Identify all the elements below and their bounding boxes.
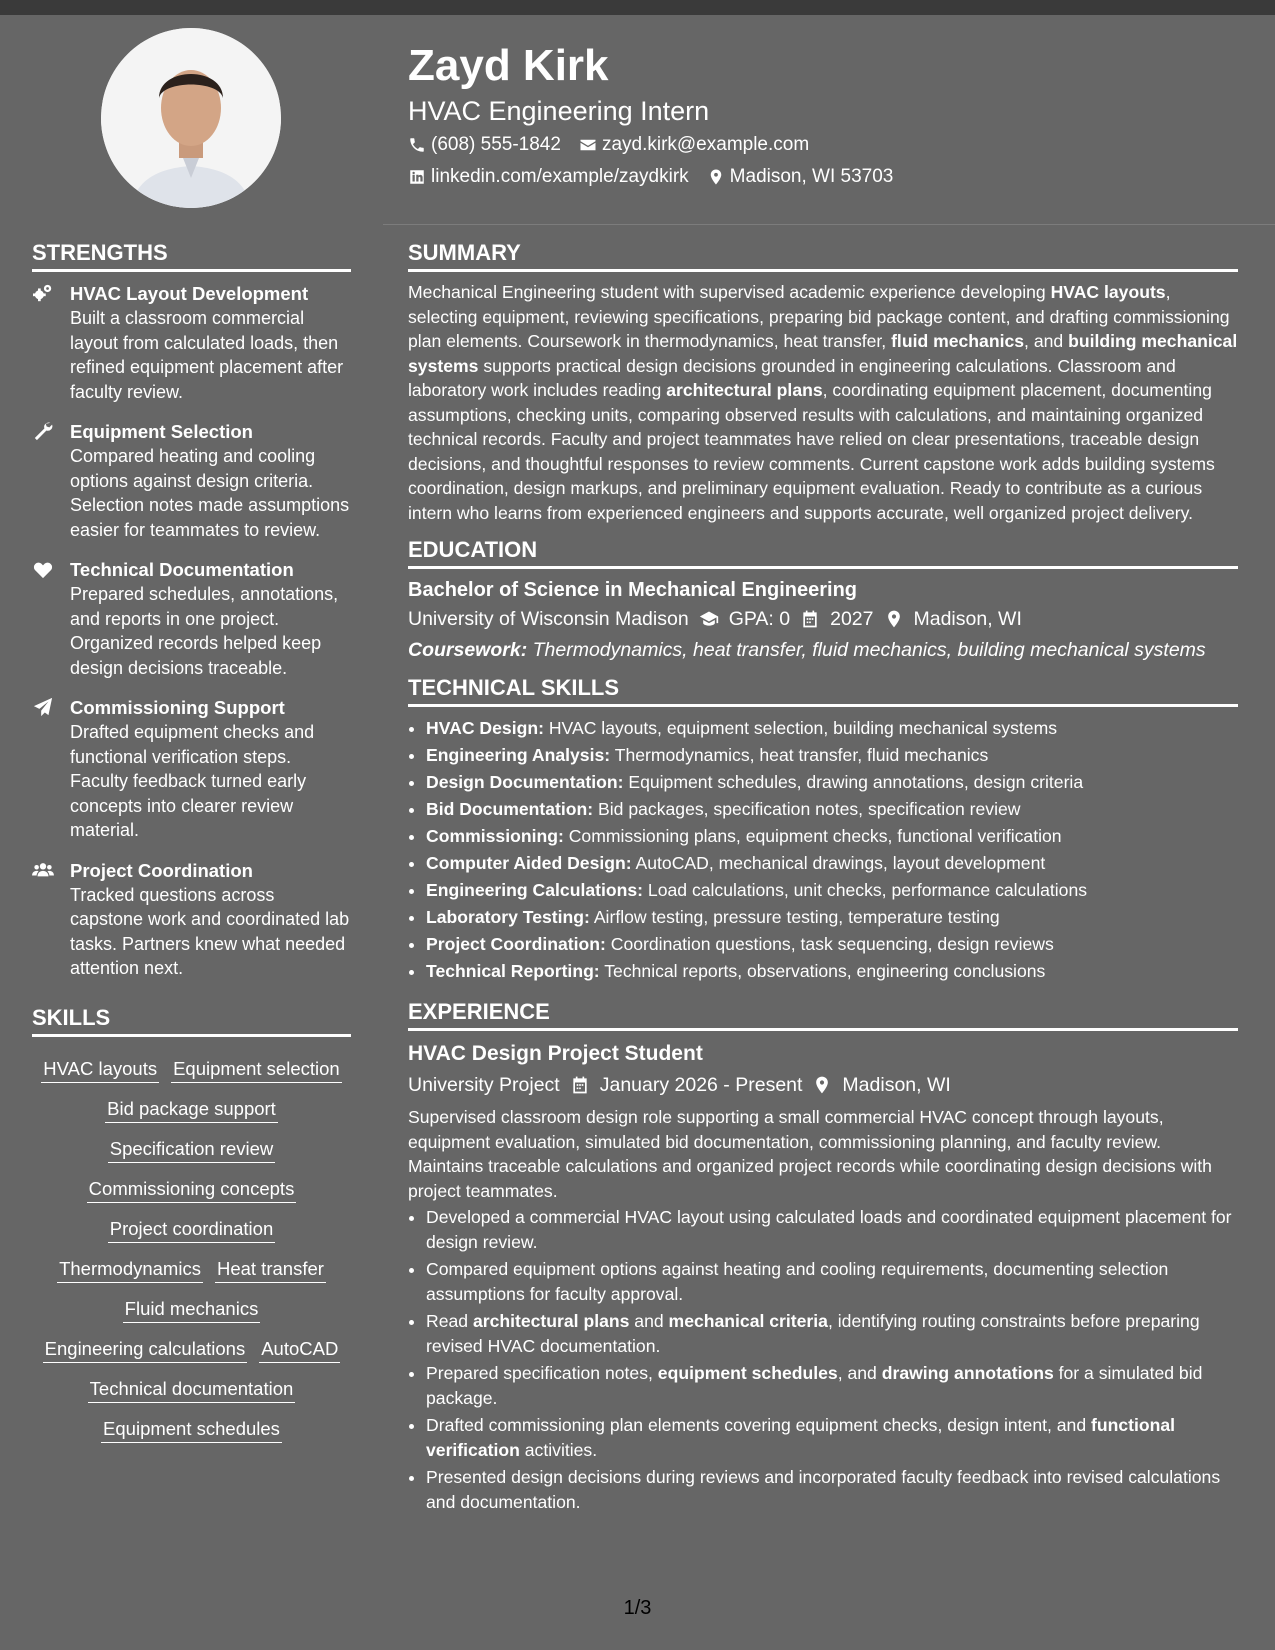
header-divider <box>383 224 1275 225</box>
skill-tag: Commissioning concepts <box>87 1178 297 1203</box>
tech-skill-item: • HVAC Design: HVAC layouts, equipment selection, building mechanical systems <box>426 715 1238 742</box>
strength-title: Technical Documentation <box>70 559 294 580</box>
cogs-icon <box>32 283 56 404</box>
strength-title: Equipment Selection <box>70 421 253 442</box>
skill-tag: Bid package support <box>105 1098 278 1123</box>
job-org: University Project <box>408 1074 560 1096</box>
left-column <box>32 240 351 1451</box>
job-dates: January 2026 - Present <box>599 1074 803 1096</box>
tech-skill-item: • Bid Documentation: Bid packages, specification notes, specification review <box>426 796 1238 823</box>
summary-heading: SUMMARY <box>408 240 1238 272</box>
strength-desc: Compared heating and cooling options against design criteria. Selection notes made assumptions easier for teammates to review. <box>70 446 350 540</box>
tech-skill-item: • Technical Reporting: Technical reports, observations, engineering conclusions <box>426 958 1238 985</box>
calendar-icon <box>570 1075 590 1095</box>
heart-icon <box>32 559 56 680</box>
strength-desc: Tracked questions across capstone work and coordinated lab tasks. Partners knew what needed attention next. <box>70 884 350 978</box>
skill-tag: Technical documentation <box>88 1378 296 1403</box>
candidate-name: Zayd Kirk <box>408 41 609 90</box>
location-contact <box>707 166 894 188</box>
tech-skill-item: • Engineering Calculations: Load calculations, unit checks, performance calculations <box>426 877 1238 904</box>
map-marker-icon <box>812 1075 832 1095</box>
profile-photo <box>101 28 281 208</box>
skill-tag: Project coordination <box>108 1218 276 1243</box>
skill-tag: Equipment schedules <box>101 1418 282 1443</box>
envelope-icon <box>579 136 597 154</box>
linkedin-icon <box>408 168 426 186</box>
job-bullet: • Compared equipment options against heating and cooling requirements, documenting selection assumptions for faculty approval. <box>426 1257 1238 1306</box>
linkedin-contact[interactable] <box>408 166 689 188</box>
email-contact[interactable] <box>579 134 809 156</box>
school-name: University of Wisconsin Madison <box>408 608 689 630</box>
experience-heading: EXPERIENCE <box>408 999 1238 1031</box>
users-icon <box>32 860 56 981</box>
education-meta <box>408 603 1238 635</box>
phone-contact <box>408 134 561 156</box>
phone-text: (608) 555-1842 <box>431 134 561 155</box>
contact-row <box>408 166 893 188</box>
top-bar <box>0 0 1275 15</box>
job-location: Madison, WI <box>842 1074 951 1096</box>
technical-skills-list <box>408 715 1238 985</box>
job-description: Supervised classroom design role supporting a small commercial HVAC concept through layouts, equipment evaluation, simulated bid documentation, commissioning planning, and faculty review. Maintains traceable calculations and organized project records while coordinating design decisions with project teammates. <box>408 1107 1212 1201</box>
strength-desc: Prepared schedules, annotations, and reports in one project. Organized records helped keep design decisions traceable. <box>70 584 339 678</box>
strength-desc: Built a classroom commercial layout from calculated loads, then refined equipment placement after faculty review. <box>70 308 344 402</box>
job-bullet: • Prepared specification notes, equipment schedules, and drawing annotations for a simulated bid package. <box>426 1361 1238 1410</box>
wrench-icon <box>32 421 56 542</box>
skill-tag: Specification review <box>108 1138 276 1163</box>
graduation-year: 2027 <box>830 608 874 630</box>
job-bullet: • Presented design decisions during reviews and incorporated faculty feedback into revised calculations and documentation. <box>426 1465 1238 1514</box>
skills-heading: SKILLS <box>32 1005 351 1037</box>
gpa: GPA: 0 <box>728 608 791 630</box>
strength-title: HVAC Layout Development <box>70 283 309 304</box>
skill-tag: Heat transfer <box>215 1258 326 1283</box>
contact-row <box>408 134 809 156</box>
tech-skill-item: • Project Coordination: Coordination questions, task sequencing, design reviews <box>426 931 1238 958</box>
job-title: HVAC Design Project Student <box>408 1042 703 1065</box>
tech-skill-item: • Engineering Analysis: Thermodynamics, heat transfer, fluid mechanics <box>426 742 1238 769</box>
candidate-title: HVAC Engineering Intern <box>408 96 710 126</box>
page-number: 1/3 <box>623 1597 652 1619</box>
technical-skills-heading: TECHNICAL SKILLS <box>408 675 1238 707</box>
tech-skill-item: • Laboratory Testing: Airflow testing, pressure testing, temperature testing <box>426 904 1238 931</box>
linkedin-text[interactable]: linkedin.com/example/zaydkirk <box>431 166 689 187</box>
skill-tag: AutoCAD <box>259 1338 340 1363</box>
tech-skill-item: • Computer Aided Design: AutoCAD, mechanical drawings, layout development <box>426 850 1238 877</box>
job-bullets <box>408 1205 1238 1514</box>
skill-tag: Engineering calculations <box>43 1338 248 1363</box>
degree-title: Bachelor of Science in Mechanical Engineering <box>408 579 858 601</box>
right-column <box>408 240 1238 1517</box>
education-heading: EDUCATION <box>408 537 1238 569</box>
job-meta <box>408 1069 1238 1101</box>
skill-tag: Thermodynamics <box>57 1258 203 1283</box>
summary-text: Mechanical Engineering student with supervised academic experience developing HVAC layouts, selecting equipment, reviewing specifications, preparing bid package content, and drafting commissioning plan elements. Coursework in thermodynamics, heat transfer, fluid mechanics, and building mechanical systems supports practical design decisions grounded in engineering calculations. Classroom and laboratory work includes reading architectural plans, coordinating equipment placement, documenting assumptions, checking units, comparing observed results with calculations, and maintaining organized technical records. Faculty and project teammates have relied on clear presentations, traceable design decisions, and thoughtful responses to review comments. Current capstone work adds building systems coordination, design markups, and preliminary equipment evaluation. Ready to contribute as a curious intern who learns from experienced engineers and supports accurate, well organized project delivery. <box>408 282 1238 523</box>
coursework: Coursework: Thermodynamics, heat transfer, fluid mechanics, building mechanical systems <box>408 639 1206 661</box>
strength-title: Project Coordination <box>70 859 253 881</box>
tech-skill-item: • Commissioning: Commissioning plans, equipment checks, functional verification <box>426 823 1238 850</box>
school-location: Madison, WI <box>913 608 1022 630</box>
skill-tag: Equipment selection <box>171 1058 342 1083</box>
skill-tag: Fluid mechanics <box>123 1298 261 1323</box>
strengths-heading: STRENGTHS <box>32 240 351 272</box>
tech-skill-item: • Design Documentation: Equipment schedules, drawing annotations, design criteria <box>426 769 1238 796</box>
map-marker-icon <box>884 609 904 629</box>
skill-tag: HVAC layouts <box>41 1058 159 1083</box>
graduation-cap-icon <box>699 609 719 629</box>
strength-title: Commissioning Support <box>70 697 285 718</box>
strength-item <box>32 696 351 843</box>
job-bullet: • Read architectural plans and mechanical criteria, identifying routing constraints before preparing revised HVAC documentation. <box>426 1309 1238 1358</box>
strength-item <box>32 558 351 680</box>
strength-desc: Drafted equipment checks and functional verification steps. Faculty feedback turned early concepts into clearer review material. <box>70 722 315 840</box>
email-text[interactable]: zayd.kirk@example.com <box>601 134 810 155</box>
strength-item <box>32 282 351 404</box>
strength-item <box>32 859 351 981</box>
job-bullet: • Developed a commercial HVAC layout using calculated loads and coordinated equipment placement for design review. <box>426 1205 1238 1254</box>
job-bullet: • Drafted commissioning plan elements covering equipment checks, design intent, and functional verification activities. <box>426 1413 1238 1462</box>
calendar-icon <box>800 609 820 629</box>
map-marker-icon <box>707 168 725 186</box>
phone-icon <box>408 136 426 154</box>
location-text: Madison, WI 53703 <box>729 166 894 187</box>
strength-item <box>32 420 351 542</box>
skills-list <box>32 1047 351 1451</box>
paper-plane-icon <box>32 697 56 843</box>
